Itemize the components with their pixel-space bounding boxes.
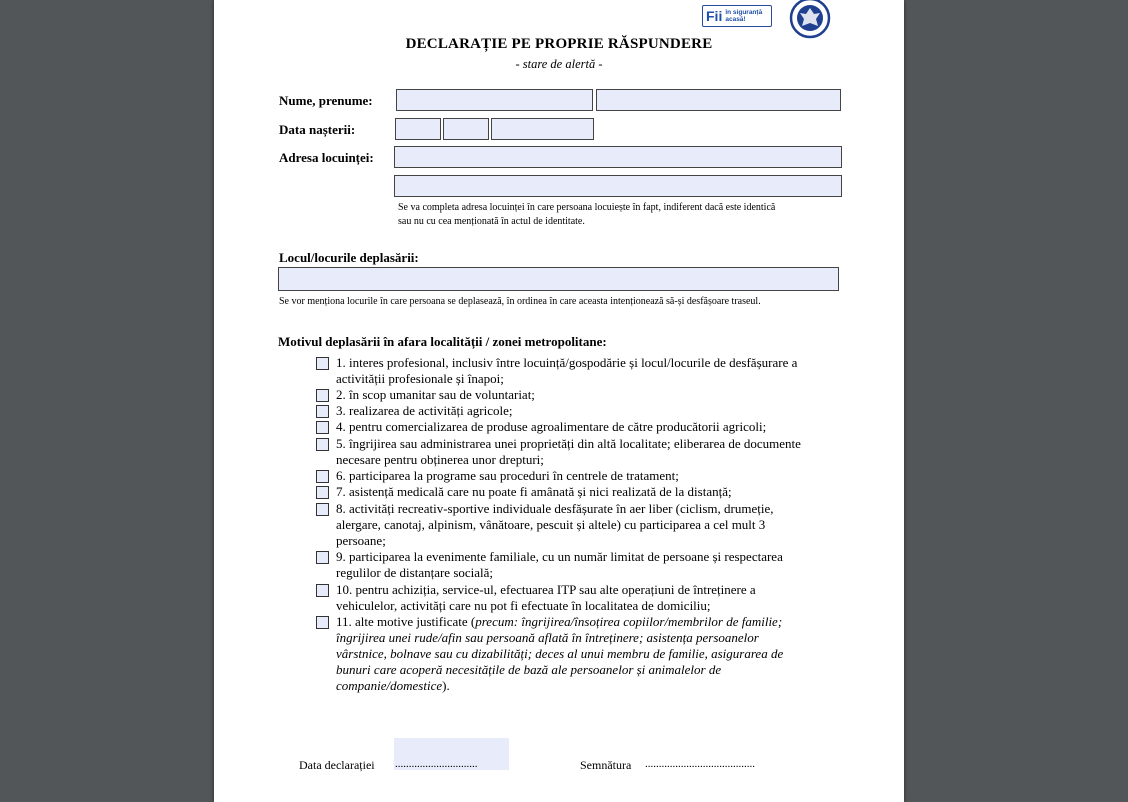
reason-text-10: 10. pentru achiziția, service-ul, efectuarea ITP sau alte operațiuni de întreținere a vehiculelor, activități care nu pot fi efectuate în localitatea de domiciliu; — [336, 582, 756, 613]
reason-text-5: 5. îngrijirea sau administrarea unei proprietăți din altă localitate; eliberarea de documente necesare pentru obținerea unor drepturi; — [336, 436, 801, 467]
campaign-logo — [702, 5, 772, 27]
reason-text-11: 11. alte motive justificate (precum: îngrijirea/însoțirea copiilor/membrilor de familie; îngrijirea unei rude/afin sau persoană aflată în întreținere; asistența persoanelor vârstnice, bolnave sau cu dizabilități; deces al unui membru de familie, asigurarea de bunuri care acoperă necesitățile de bază ale persoanelor și animalelor de companie/domestice). — [336, 614, 784, 693]
signature-label: Semnătura — [580, 758, 632, 772]
reason-checkbox-1[interactable] — [316, 357, 329, 370]
places-note: Se vor menționa locurile în care persoana se deplasează, în ordinea în care aceasta intenționează să-și desfășoare traseul. — [279, 296, 761, 307]
name-label: Nume, prenume: — [279, 93, 373, 108]
birth-month-field[interactable] — [443, 118, 489, 140]
reason-checkbox-8[interactable] — [316, 503, 329, 516]
page-title: DECLARAȚIE PE PROPRIE RĂSPUNDERE — [405, 36, 713, 52]
signature-dots: ........................................ — [645, 758, 755, 770]
campaign-logo-line2: acasă! — [725, 16, 746, 23]
first-name-field[interactable] — [596, 89, 841, 111]
reason-text-2: 2. în scop umanitar sau de voluntariat; — [336, 387, 535, 402]
reason-text-3: 3. realizarea de activități agricole; — [336, 403, 513, 418]
birth-year-field[interactable] — [491, 118, 594, 140]
reason-text-8: 8. activități recreativ-sportive individuale desfășurate în aer liber (ciclism, drumeție, alergare, canotaj, alpinism, vânătoare, pescuit și altele) cu participarea a cel mult 3 persoane; — [336, 501, 774, 548]
places-label: Locul/locurile deplasării: — [279, 250, 419, 265]
reason-checkbox-11[interactable] — [316, 616, 329, 629]
address-field-line2[interactable] — [394, 175, 842, 197]
campaign-logo-main: Fii — [706, 8, 723, 24]
places-field[interactable] — [278, 267, 839, 291]
reason-checkbox-2[interactable] — [316, 389, 329, 402]
address-label: Adresa locuinței: — [279, 150, 374, 165]
reason-checkbox-9[interactable] — [316, 551, 329, 564]
reason-section-title: Motivul deplasării în afara localității / zonei metropolitane: — [278, 334, 607, 349]
reason-text-9: 9. participarea la evenimente familiale, cu un număr limitat de persoane și respectarea regulilor de distanțare socială; — [336, 549, 783, 580]
reason-checkbox-6[interactable] — [316, 470, 329, 483]
last-name-field[interactable] — [396, 89, 593, 111]
address-field-line1[interactable] — [394, 146, 842, 168]
reason-text-6: 6. participarea la programe sau proceduri în centrele de tratament; — [336, 468, 679, 483]
declaration-date-dots: .............................. — [395, 758, 478, 770]
page-subtitle: - stare de alertă - — [515, 57, 603, 71]
birth-date-label: Data nașterii: — [279, 122, 356, 137]
reason-text-4: 4. pentru comercializarea de produse agroalimentare de către producătorii agricoli; — [336, 419, 767, 434]
reason-checkbox-7[interactable] — [316, 486, 329, 499]
reason-checkbox-5[interactable] — [316, 438, 329, 451]
document-page — [214, 0, 904, 802]
reason-checkbox-3[interactable] — [316, 405, 329, 418]
declaration-date-label: Data declarației — [299, 758, 375, 772]
reason-text-1: 1. interes profesional, inclusiv între locuință/gospodărie și locul/locurile de desfășurare a activității profesionale și înapoi; — [336, 355, 798, 386]
reason-checkbox-10[interactable] — [316, 584, 329, 597]
address-note: Se va completa adresa locuinței în care persoana locuiește în fapt, indiferent dacă este identică sau nu cu cea menționată în actul de identitate. — [398, 202, 776, 227]
reason-text-7: 7. asistență medicală care nu poate fi amânată și nici realizată de la distanță; — [336, 484, 732, 499]
reason-checkbox-4[interactable] — [316, 421, 329, 434]
birth-day-field[interactable] — [395, 118, 441, 140]
campaign-logo-line1: în siguranță — [725, 9, 763, 16]
